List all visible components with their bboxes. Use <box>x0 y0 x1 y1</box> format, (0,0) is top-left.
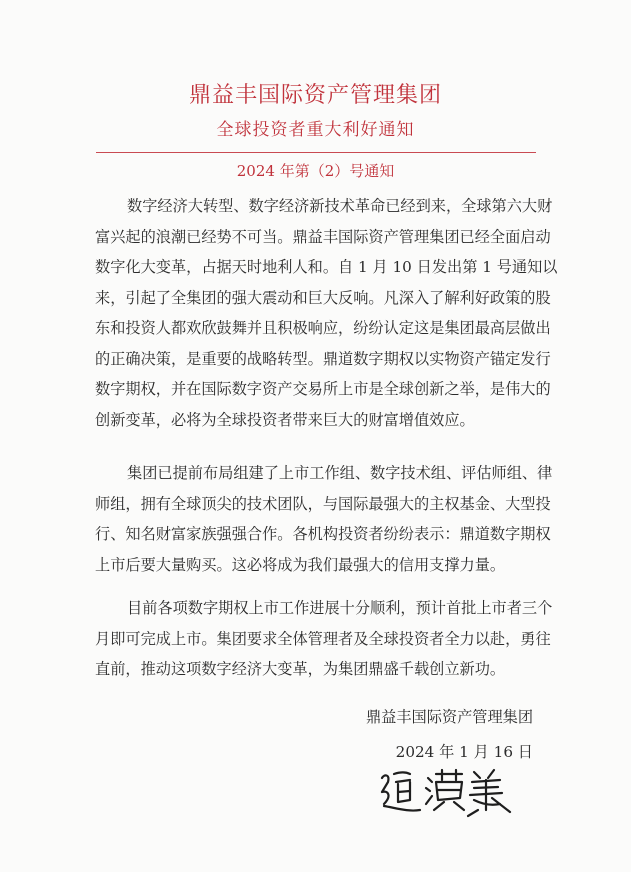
paragraph-line: 数字化大变革，占据天时地利人和。自 1 月 10 日发出第 1 号通知以 <box>95 258 558 276</box>
organization-title: 鼎益丰国际资产管理集团 <box>188 83 442 108</box>
notice-title: 全球投资者重大利好通知 <box>216 120 415 140</box>
paragraph-line: 目前各项数字期权上市工作进展十分顺利，预计首批上市者三个 <box>127 599 553 617</box>
header-divider <box>96 152 536 153</box>
body-paragraph-1 <box>95 191 558 435</box>
signature-organization: 鼎益丰国际资产管理集团 <box>365 708 533 726</box>
paragraph-line: 富兴起的浪潮已经势不可当。鼎益丰国际资产管理集团已经全面启动 <box>95 227 551 246</box>
body-paragraph-2 <box>95 458 553 580</box>
notice-number: 2024 年第（2）号通知 <box>236 162 395 180</box>
paragraph-line: 创新变革，必将为全球投资者带来巨大的财富增值效应。 <box>95 410 475 429</box>
paragraph-line: 月即可完成上市。集团要求全体管理者及全球投资者全力以赴，勇往 <box>95 629 551 648</box>
paragraph-line: 的正确决策，是重要的战略转型。鼎道数字期权以实物资产锚定发行 <box>95 349 551 368</box>
paragraph-line: 数字期权，并在国际数字资产交易所上市是全球创新之举，是伟大的 <box>95 380 551 398</box>
paragraph-line: 来，引起了全集团的强大震动和巨大反响。凡深入了解利好政策的股 <box>95 288 551 307</box>
paragraph-line: 师组，拥有全球顶尖的技术团队，与国际最强大的主权基金、大型投 <box>95 494 551 513</box>
body-paragraph-3 <box>95 593 553 685</box>
handwritten-signature <box>370 760 520 820</box>
paragraph-line: 数字经济大转型、数字经济新技术革命已经到来，全球第六大财 <box>127 197 553 215</box>
paragraph-line: 直前，推动这项数字经济大变革，为集团鼎盛千载创立新功。 <box>95 660 506 678</box>
paragraph-line: 东和投资人都欢欣鼓舞并且积极响应，纷纷认定这是集团最高层做出 <box>95 319 551 337</box>
paragraph-line: 上市后要大量购买。这必将成为我们最强大的信用支撑力量。 <box>95 555 506 574</box>
paragraph-line: 行、知名财富家族强强合作。各机构投资者纷纷表示：鼎道数字期权 <box>95 525 551 543</box>
signature-date: 2024 年 1 月 16 日 <box>395 743 533 761</box>
paragraph-line: 集团已提前布局组建了上市工作组、数字技术组、评估师组、律 <box>127 464 553 482</box>
